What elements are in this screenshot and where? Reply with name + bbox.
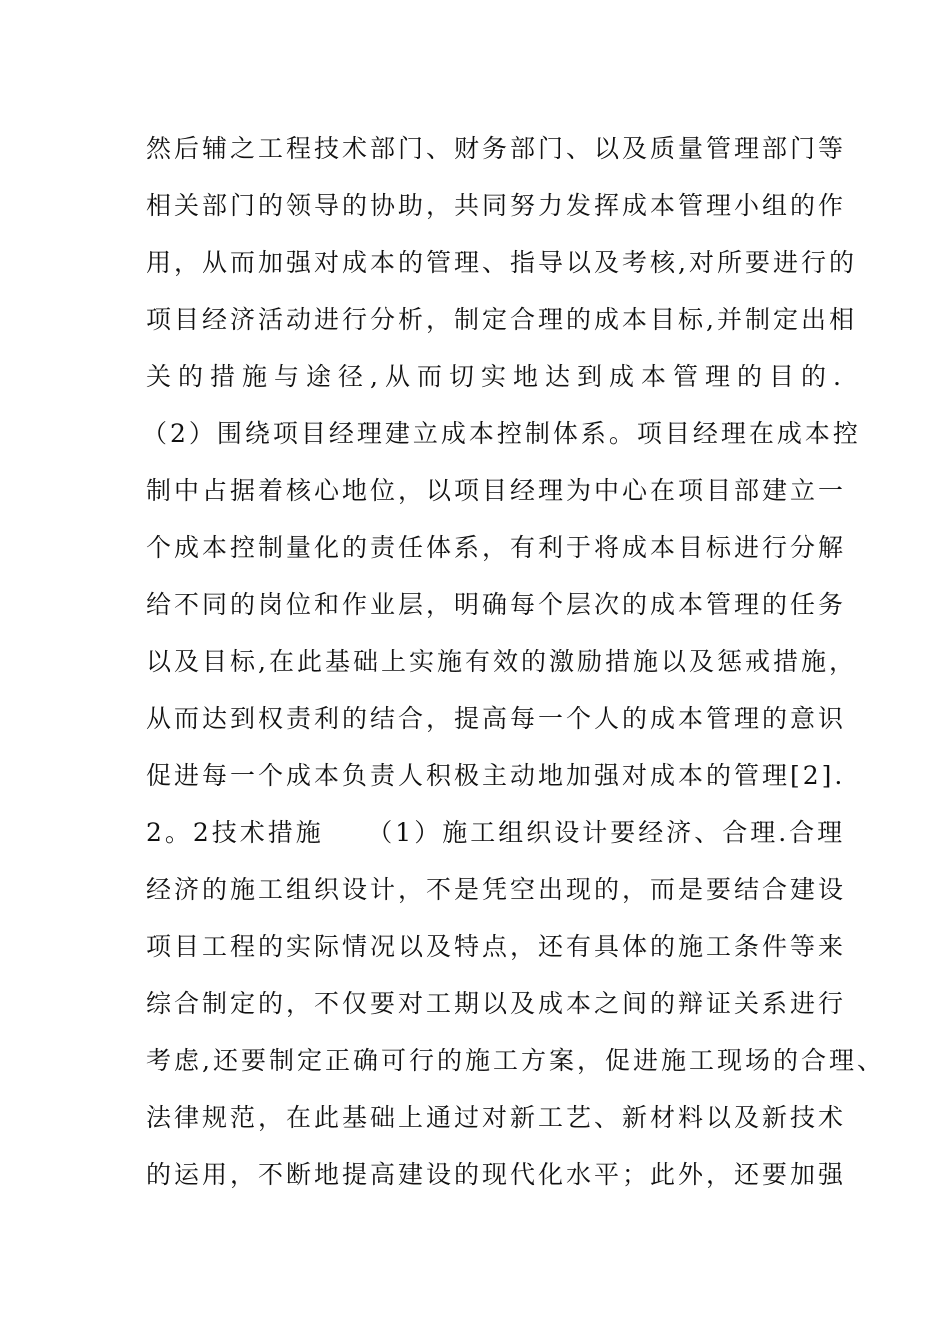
body-text-line: 的运用，不断地提高建设的现代化水平；此外，还要加强 (146, 1160, 847, 1189)
body-text-line: （2）围绕项目经理建立成本控制体系。项目经理在成本控 (142, 419, 861, 448)
body-text-line: 相关部门的领导的协助，共同努力发挥成本管理小组的作 (146, 191, 847, 220)
body-text-line: 综合制定的，不仅要对工期以及成本之间的辩证关系进行 (146, 989, 847, 1018)
body-text-line: 关的措施与途径,从而切实地达到成本管理的目的. (146, 362, 848, 391)
body-text-line: 个成本控制量化的责任体系，有利于将成本目标进行分解 (146, 533, 847, 562)
section-heading-line: 2。2技术措施 （1）施工组织设计要经济、合理.合理 (146, 818, 846, 847)
body-text-line: 用，从而加强对成本的管理、指导以及考核,对所要进行的 (146, 248, 857, 277)
body-text-line: 项目工程的实际情况以及特点，还有具体的施工条件等来 (146, 932, 847, 961)
body-text-line: 法律规范，在此基础上通过对新工艺、新材料以及新技术 (146, 1103, 847, 1132)
body-text-line: 项目经济活动进行分析，制定合理的成本目标,并制定出相 (146, 305, 857, 334)
body-text-line: 以及目标,在此基础上实施有效的激励措施以及惩戒措施， (146, 647, 857, 676)
body-text-line: 给不同的岗位和作业层，明确每个层次的成本管理的任务 (146, 590, 847, 619)
body-text-line: 经济的施工组织设计，不是凭空出现的，而是要结合建设 (146, 875, 847, 904)
body-text-line: 然后辅之工程技术部门、财务部门、以及质量管理部门等 (146, 134, 847, 163)
body-text-line: 考虑,还要制定正确可行的施工方案，促进施工现场的合理、 (146, 1046, 885, 1075)
body-text-line: 制中占据着核心地位，以项目经理为中心在项目部建立一 (146, 476, 847, 505)
body-text-line: 从而达到权责利的结合，提高每一个人的成本管理的意识 (146, 704, 847, 733)
body-text-line: 促进每一个成本负责人积极主动地加强对成本的管理[2]. (146, 761, 846, 790)
